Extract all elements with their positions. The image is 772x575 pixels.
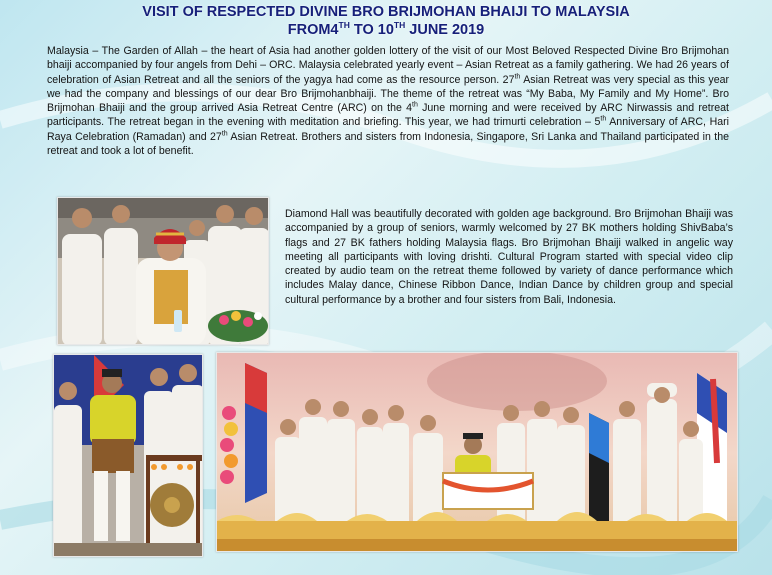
intro-sup-1: th [514, 73, 521, 81]
intro-text-4: Anniversary of ARC, Hari Raya Celebration (Ramadan) and 27 [47, 116, 729, 143]
page-title [0, 0, 772, 42]
intro-text-1: Malaysia – The Garden of Allah – the heart of Asia had another golden lottery of the visit of our Most Beloved Respected Divine Bro Brijmohan bhaiji accompanied by four angels from Dehi – ORC. Malaysia celebrated yearly event – Asian Retreat as a family gathering. We had 26 years of celebration of Asian Retreat and all the seniors of the yagya had come as the resource person. 27 [47, 45, 729, 86]
intro-text-3: June morning and were received by ARC Nirwassis and retreat participants. The retreat began in the evening with meditation and briefing. This year, we had trimurti celebration – 5 [47, 102, 729, 129]
title-line-1: VISIT OF RESPECTED DIVINE BRO BRIJMOHAN BHAIJI TO MALAYSIA [142, 4, 630, 20]
photo-stage-group [216, 352, 738, 552]
title-to-sup: TH [393, 20, 406, 31]
intro-sup-4: th [221, 130, 228, 138]
intro-sup-3: th [600, 115, 607, 123]
hall-paragraph: Diamond Hall was beautifully decorated with golden age background. Bro Brijmohan Bhaiji was accompanied by a group of seniors, warmly welcomed by 27 BK mothers holding ShivBaba’s flags and 27 BK fathers holding Malaysia flags. Bro Brijmohan Bhaiji walked in angelic way meeting all participants with loving drishti. Cultural Program started with special video clip created by audio team on the retreat theme followed by variety of dance performance which includes Malay dance, Chinese Ribbon Dance, Indian Dance by children group and special cultural performance by a brother and four sisters from Bali, Indonesia. [285, 208, 733, 306]
intro-text-2: Asian Retreat was very special as this year we had the company and blessings of our dear Bro Brijmohanbhaiji. The theme of the retreat was “My Baba, My Family and My Home”. Bro Brijmohan Bhaiji and the group arrived Asia Retreat Centre (ARC) on the 4 [47, 73, 729, 115]
photo-gong-ceremony [53, 354, 203, 557]
title-line-2 [0, 21, 772, 39]
title-from: FROM4 [287, 22, 339, 38]
title-end: JUNE 2019 [405, 22, 485, 38]
intro-text-5: Asian Retreat. Brothers and sisters from Indonesia, Singapore, Sri Lanka and Thailand participated in the retreat and took a lot of benefit. [47, 130, 729, 158]
title-to: TO 10 [349, 22, 394, 38]
title-from-sup: TH [338, 20, 350, 31]
intro-sup-2: th [412, 101, 418, 109]
photo-seniors-seated [57, 197, 269, 345]
intro-paragraph [47, 44, 729, 158]
